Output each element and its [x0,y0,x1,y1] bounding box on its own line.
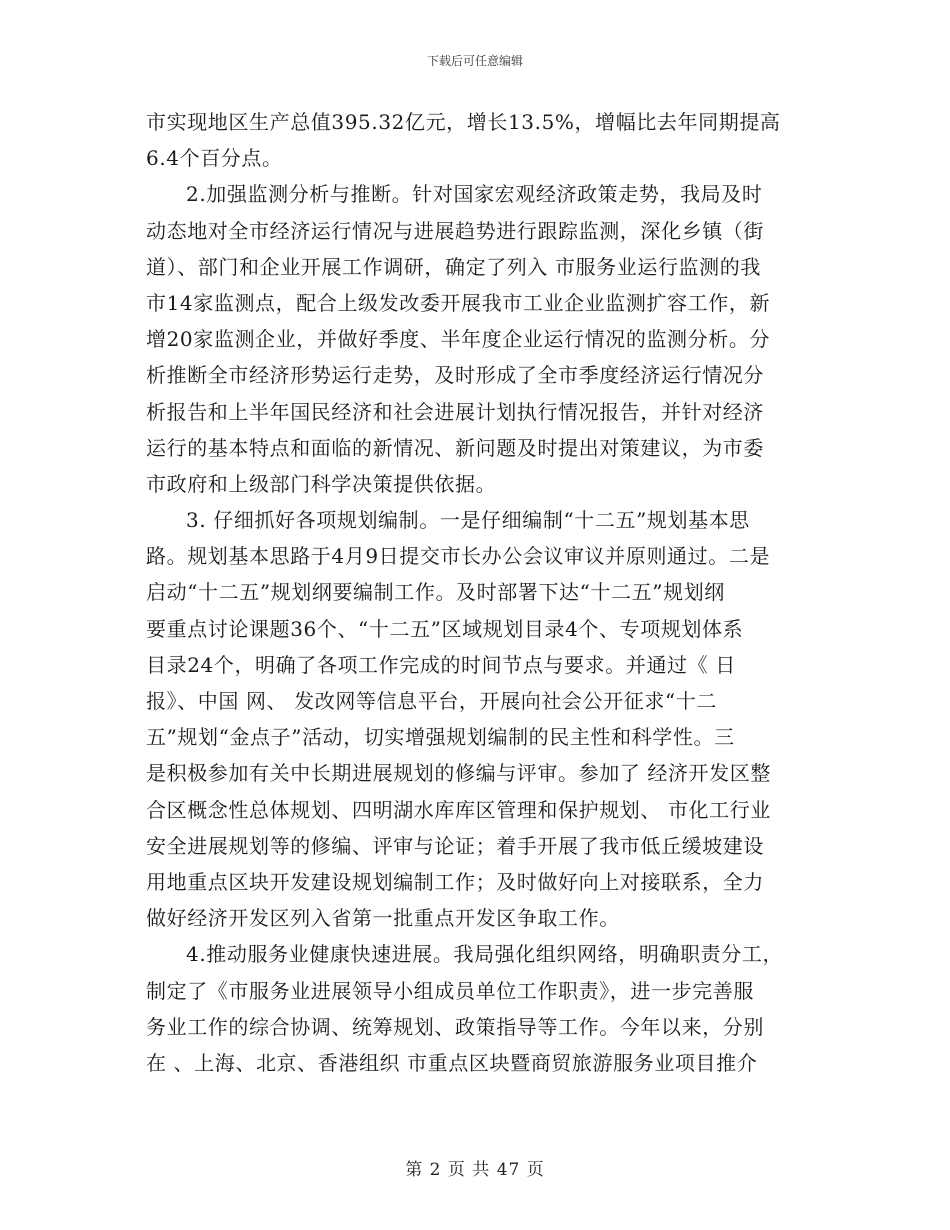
text-line: 市实现地区生产总值395.32亿元，增长13.5%，增幅比去年同期提高 [146,110,781,134]
text-line: 制定了《市服务业进展领导小组成员单位工作职责》，进一步完善服 [146,978,754,1003]
text-line: 市14家监测点，配合上级发改委开展我市工业企业监测扩容工作，新 [146,290,771,315]
paragraph-start-line: 2.加强监测分析与推断。针对国家宏观经济政策走势，我局及时 [186,182,763,207]
text-line: 道）、部门和企业开展工作调研，确定了列入 市服务业运行监测的我 [146,254,761,279]
text-line: 6.4个百分点。 [146,146,283,171]
text-line: 务业工作的综合协调、统筹规划、政策指导等工作。今年以来，分别 [146,1014,764,1039]
text-line: 五”规划“金点子”活动，切实增强规划编制的民主性和科学性。三 [146,725,735,750]
text-line: 启动“十二五”规划纲要编制工作。及时部署下达“十二五”规划纲 [146,580,725,605]
page-header: 下载后可任意编辑 [426,54,523,68]
text-line: 运行的基本特点和面临的新情况、新问题及时提出对策建议，为市委 [146,435,764,460]
text-line: 路。规划基本思路于4月9日提交市长办公会议审议并原则通过。二是 [146,544,771,569]
paragraph-start-line: 3. 仔细抓好各项规划编制。一是仔细编制“十二五”规划基本思 [186,508,750,533]
paragraph-start-line: 4.推动服务业健康快速进展。我局强化组织网络，明确职责分工， [186,942,784,967]
text-line: 是积极参加有关中长期进展规划的修编与评审。参加了 经济开发区整 [146,761,771,786]
text-line: 增20家监测企业，并做好季度、半年度企业运行情况的监测分析。分 [146,327,771,352]
text-line: 要重点讨论课题36个、“十二五”区域规划目录4个、专项规划体系 [146,616,744,641]
text-line: 析推断全市经济形势运行走势，及时形成了全市季度经济运行情况分 [146,363,764,388]
text-line: 目录24个，明确了各项工作完成的时间节点与要求。并通过《 日 [146,652,736,677]
page-number-footer: 第 2 页 共 47 页 [405,1160,545,1180]
text-line: 安全进展规划等的修编、评审与论证；着手开展了我市低丘缓坡建设 [146,833,764,858]
text-line: 析报告和上半年国民经济和社会进展计划执行情况报告，并针对经济 [146,399,764,424]
text-line: 动态地对全市经济运行情况与进展趋势进行跟踪监测，深化乡镇（街 [146,218,764,243]
text-line: 用地重点区块开发建设规划编制工作；及时做好向上对接联系，全力 [146,869,764,894]
text-line: 市政府和上级部门科学决策提供依据。 [146,471,497,496]
text-line: 合区概念性总体规划、四明湖水库库区管理和保护规划、 市化工行业 [146,797,771,822]
text-line: 做好经济开发区列入省第一批重点开发区争取工作。 [146,906,620,931]
document-body [146,104,806,1081]
text-line: 在 、上海、北京、香港组织 市重点区块暨商贸旅游服务业项目推介 [146,1050,758,1075]
text-line: 报》、中国 网、 发改网等信息平台，开展向社会公开征求“十二 [146,689,717,713]
